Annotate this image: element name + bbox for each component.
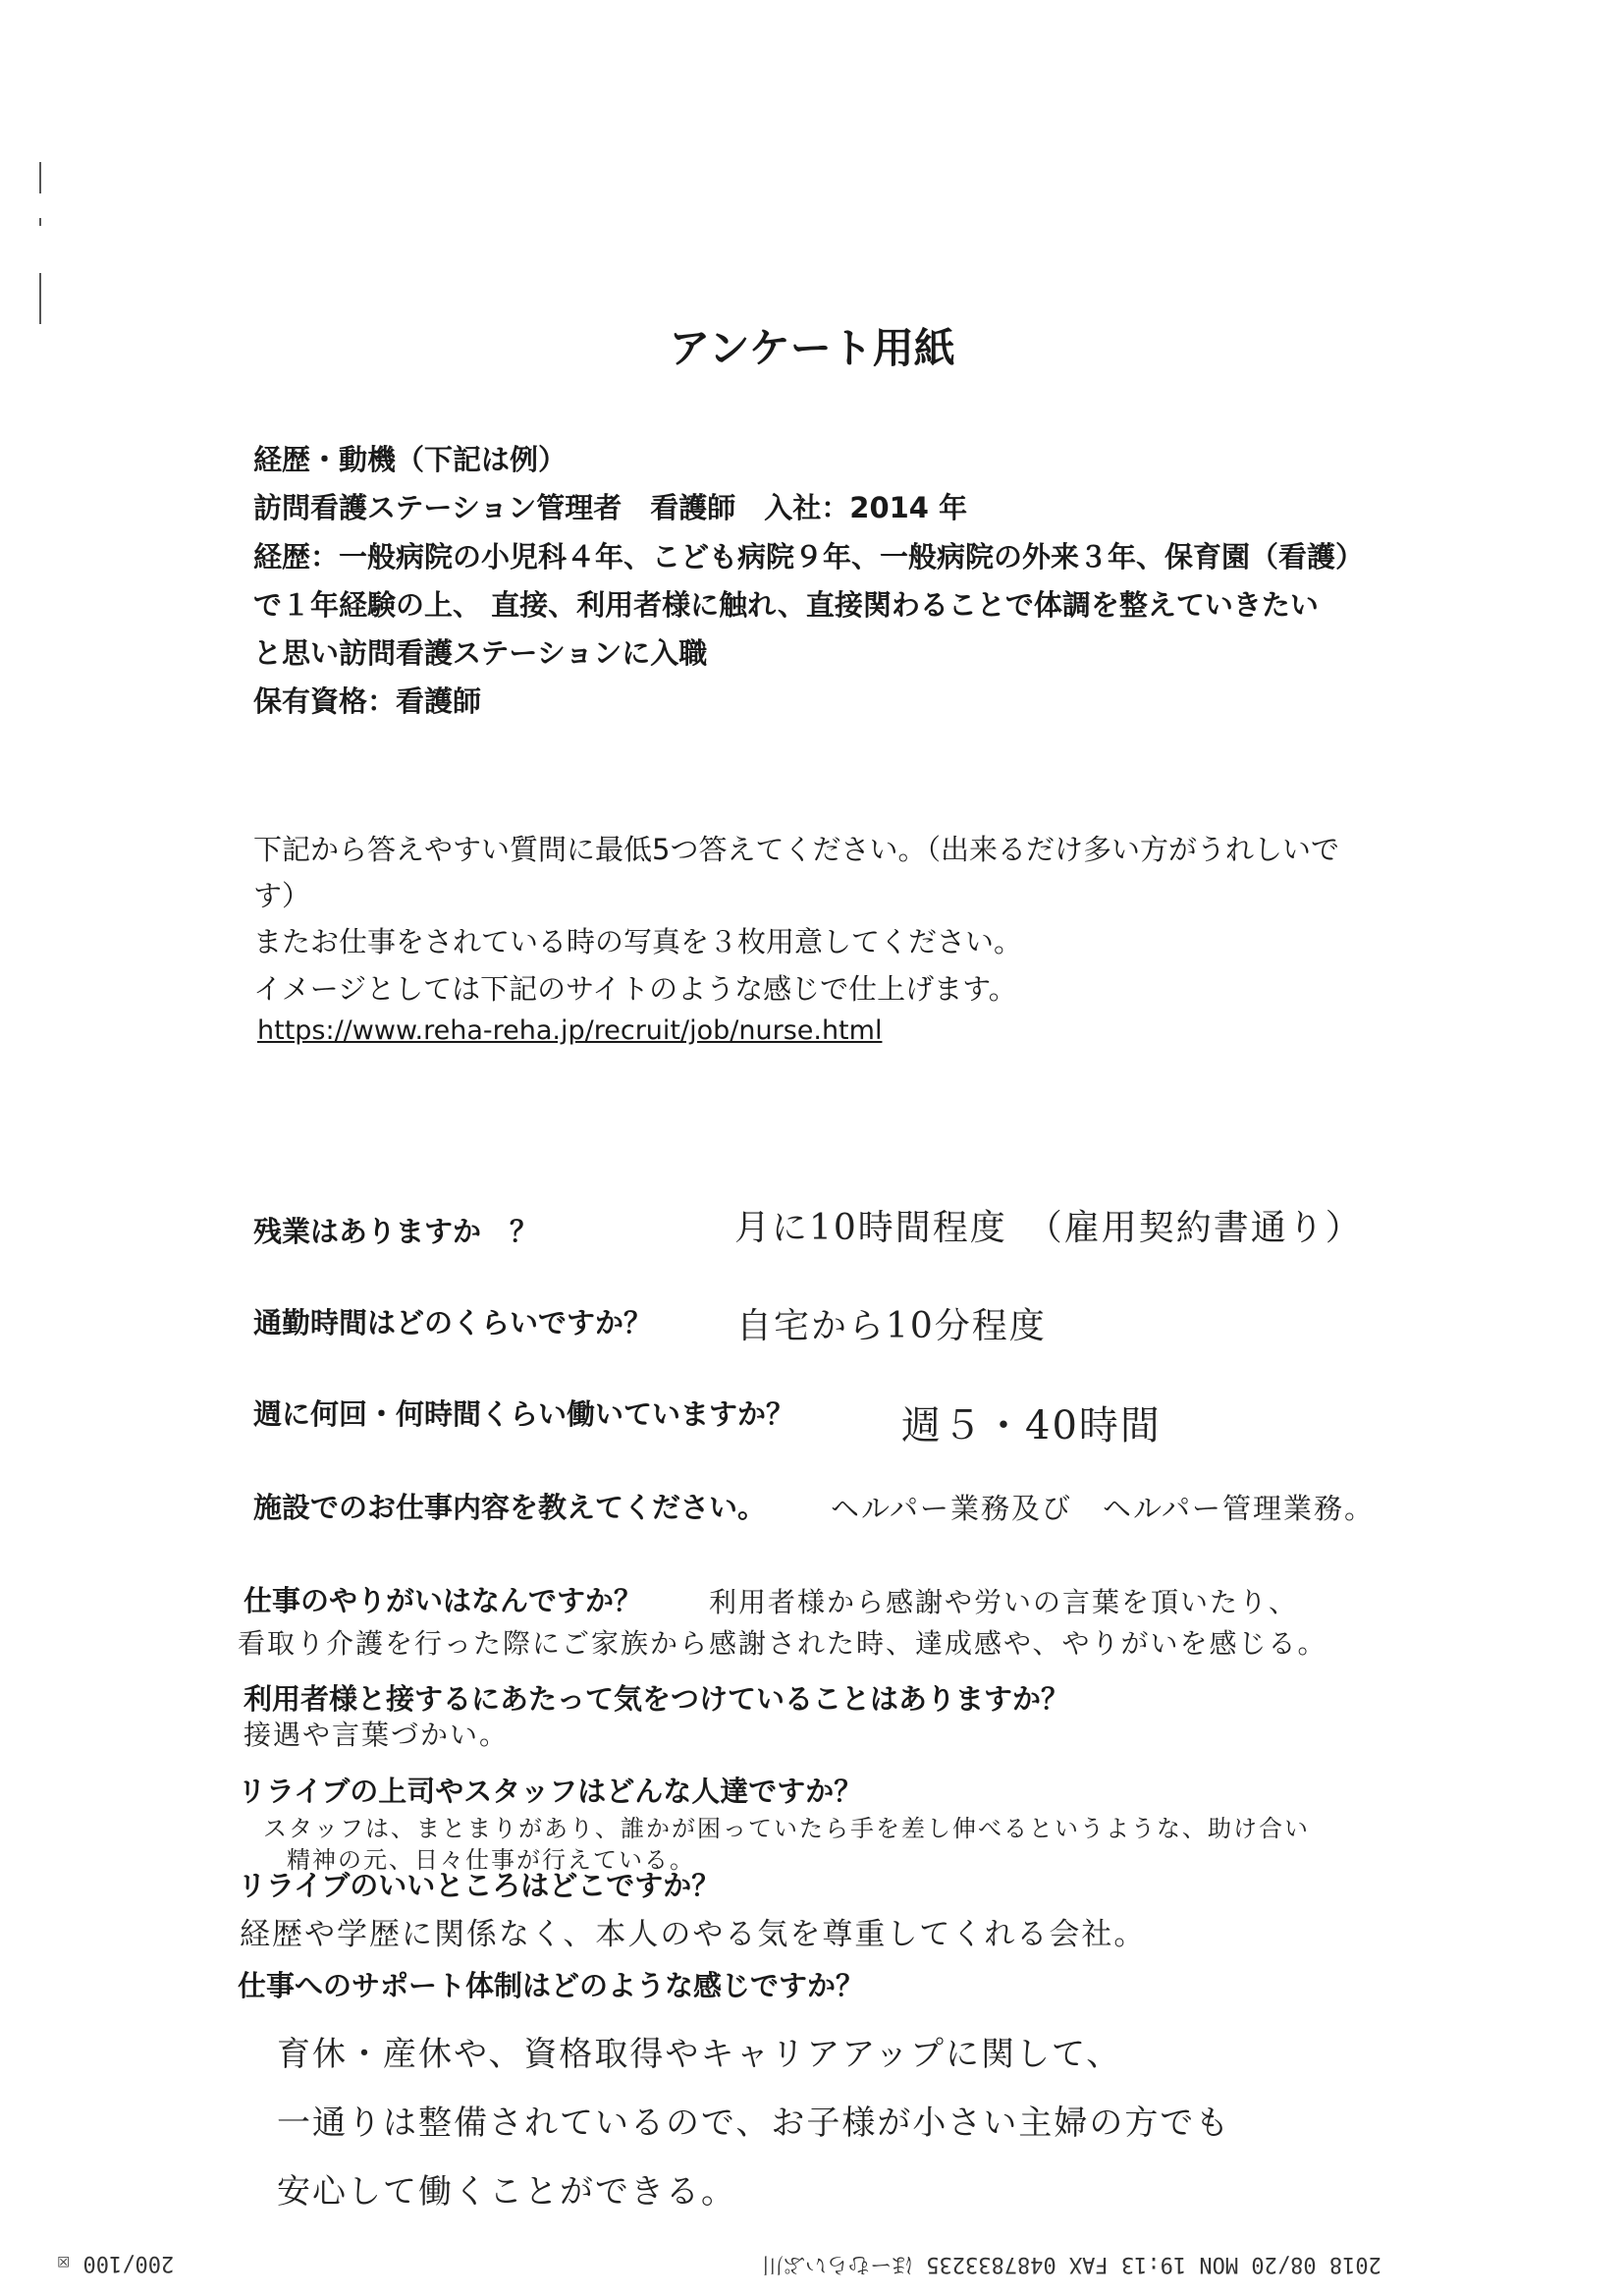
question-rewarding: 仕事のやりがいはなんですか？ [244, 1584, 643, 1617]
page-title: アンケート用紙 [669, 324, 955, 372]
reference-url-link[interactable]: https://www.reha-reha.jp/recruit/job/nurse.html [257, 1015, 883, 1046]
profile-history-line: で１年経験の上、 直接、利用者様に触れ、直接関わることで体調を整えていきたい [253, 588, 1319, 622]
instruction-line: またお仕事をされている時の写真を３枚用意してください。 [253, 925, 1023, 958]
answer-care-points: 接遇や言葉づかい。 [244, 1719, 510, 1751]
answer-colleagues-line: 精神の元、日々仕事が行えている。 [287, 1846, 695, 1874]
answer-commute: 自宅から10分程度 [736, 1306, 1047, 1346]
answer-rewarding-line: 看取り介護を行った際にご家族から感謝された時、達成感や、やりがいを感じる。 [238, 1627, 1327, 1660]
answer-support-line: 一通りは整備されているので、お子様が小さい主婦の方でも [277, 2104, 1231, 2143]
answer-support: 育休・産休や、資格取得やキャリアアップに関して、 [277, 2035, 1122, 2074]
instruction-line: イメージとしては下記のサイトのような感じで仕上げます。 [253, 972, 1017, 1006]
question-good-points: リライブのいいところはどこですか？ [238, 1869, 721, 1902]
profile-qualification: 保有資格：看護師 [253, 684, 482, 718]
question-job-content: 施設でのお仕事内容を教えてください。 [253, 1491, 767, 1524]
question-colleagues: リライブの上司やスタッフはどんな人達ですか？ [238, 1775, 863, 1808]
fax-page-counter: 200/100 ☒ [57, 2251, 175, 2275]
profile-heading: 経歴・動機（下記は例） [253, 443, 568, 476]
profile-history-line: 経歴：一般病院の小児科４年、こども病院９年、一般病院の外来３年、保育園（看護） [253, 540, 1365, 574]
profile-history-line: と思い訪問看護ステーションに入職 [253, 636, 708, 670]
answer-job-content: ヘルパー業務及び ヘルパー管理業務。 [831, 1492, 1375, 1525]
question-work-hours: 週に何回・何時間くらい働いていますか？ [253, 1397, 795, 1431]
answer-work-hours: 週５・40時間 [901, 1403, 1162, 1449]
fax-header-line: 2018 08/20 MON 19:13 FAX 0487833235 ほーむらいぷ川 [762, 2252, 1381, 2276]
profile-role: 訪問看護ステーション管理者 看護師 入社：2014 年 [253, 491, 968, 524]
question-care-points: 利用者様と接するにあたって気をつけていることはありますか？ [244, 1682, 1070, 1716]
question-overtime: 残業はありますか ？ [253, 1215, 539, 1248]
answer-colleagues: スタッフは、まとまりがあり、誰かが困っていたら手を差し伸べるというような、助け合い [263, 1815, 1310, 1842]
answer-rewarding: 利用者様から感謝や労いの言葉を頂いたり、 [709, 1586, 1299, 1618]
answer-overtime: 月に10時間程度 （雇用契約書通り） [734, 1208, 1363, 1248]
margin-mark [39, 162, 41, 193]
instruction-line: 下記から答えやすい質問に最低5つ答えてください。（出来るだけ多い方がうれしいで [253, 833, 1339, 866]
instruction-line: す） [253, 879, 311, 912]
question-support: 仕事へのサポート体制はどのような感じですか？ [238, 1969, 865, 2002]
answer-support-line: 安心して働くことができる。 [277, 2172, 736, 2212]
question-commute: 通勤時間はどのくらいですか？ [253, 1306, 653, 1339]
answer-good-points: 経歴や学歴に関係なく、本人のやる気を尊重してくれる会社。 [240, 1917, 1147, 1952]
margin-mark [39, 218, 41, 226]
